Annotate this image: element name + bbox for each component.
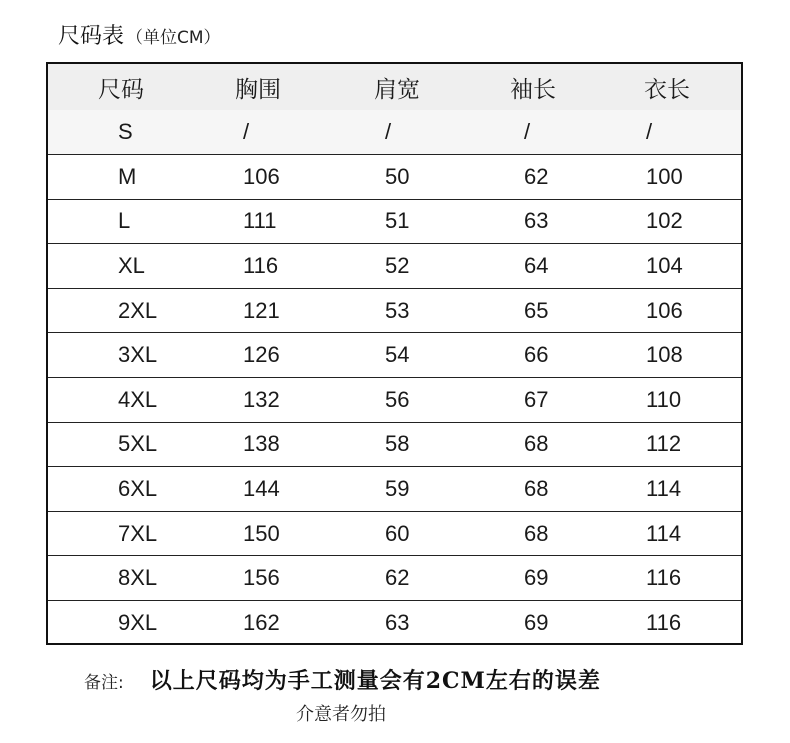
title-main: 尺码表 xyxy=(58,24,125,49)
cell-shoulder: 54 xyxy=(354,333,492,378)
table-row xyxy=(48,601,741,646)
table-row xyxy=(48,422,741,467)
note-label: 备注: xyxy=(84,673,124,693)
size-chart-table xyxy=(46,62,743,645)
title-unit: （单位CM） xyxy=(126,28,221,48)
cell-size: 5XL xyxy=(48,422,215,467)
header-sleeve: 袖长 xyxy=(510,76,556,103)
cell-length: 102 xyxy=(614,199,741,244)
header-chest: 胸围 xyxy=(235,76,281,103)
cell-size: 8XL xyxy=(48,556,215,601)
cell-chest: 156 xyxy=(215,556,354,601)
note xyxy=(84,666,601,696)
cell-chest: 162 xyxy=(215,601,354,646)
cell-sleeve: 62 xyxy=(492,155,614,200)
header-size: 尺码 xyxy=(98,76,144,103)
table-row xyxy=(48,155,741,200)
cell-length: 114 xyxy=(614,467,741,512)
cell-size: L xyxy=(48,199,215,244)
cell-sleeve: / xyxy=(492,110,614,155)
cell-length: / xyxy=(614,110,741,155)
cell-size: 9XL xyxy=(48,601,215,646)
note-sub: 介意者勿拍 xyxy=(296,704,386,725)
page-title xyxy=(58,20,221,54)
header-shoulder: 肩宽 xyxy=(374,76,420,103)
cell-length: 116 xyxy=(614,601,741,646)
header-length: 衣长 xyxy=(644,76,690,103)
cell-length: 108 xyxy=(614,333,741,378)
cell-size: M xyxy=(48,155,215,200)
table-row xyxy=(48,511,741,556)
cell-length: 112 xyxy=(614,422,741,467)
cell-chest: 132 xyxy=(215,378,354,423)
cell-size: XL xyxy=(48,244,215,289)
cell-shoulder: 62 xyxy=(354,556,492,601)
cell-chest: 144 xyxy=(215,467,354,512)
note-text: 以上尺码均为手工测量会有2CM左右的误差 xyxy=(149,668,601,694)
cell-sleeve: 63 xyxy=(492,199,614,244)
cell-length: 116 xyxy=(614,556,741,601)
cell-chest: 116 xyxy=(215,244,354,289)
cell-shoulder: 58 xyxy=(354,422,492,467)
cell-sleeve: 66 xyxy=(492,333,614,378)
cell-size: 2XL xyxy=(48,288,215,333)
cell-shoulder: 63 xyxy=(354,601,492,646)
cell-sleeve: 65 xyxy=(492,288,614,333)
cell-sleeve: 68 xyxy=(492,467,614,512)
cell-sleeve: 64 xyxy=(492,244,614,289)
cell-shoulder: 60 xyxy=(354,511,492,556)
cell-length: 110 xyxy=(614,378,741,423)
cell-sleeve: 69 xyxy=(492,556,614,601)
table-row xyxy=(48,556,741,601)
cell-size: 7XL xyxy=(48,511,215,556)
cell-length: 104 xyxy=(614,244,741,289)
table-row xyxy=(48,467,741,512)
cell-size: 6XL xyxy=(48,467,215,512)
table-row xyxy=(48,244,741,289)
cell-chest: / xyxy=(215,110,354,155)
cell-size: S xyxy=(48,110,215,155)
cell-sleeve: 68 xyxy=(492,511,614,556)
cell-shoulder: 56 xyxy=(354,378,492,423)
cell-shoulder: 51 xyxy=(354,199,492,244)
cell-shoulder: 52 xyxy=(354,244,492,289)
cell-length: 114 xyxy=(614,511,741,556)
table-row xyxy=(48,288,741,333)
cell-sleeve: 67 xyxy=(492,378,614,423)
cell-chest: 121 xyxy=(215,288,354,333)
cell-sleeve: 68 xyxy=(492,422,614,467)
cell-size: 3XL xyxy=(48,333,215,378)
cell-chest: 138 xyxy=(215,422,354,467)
cell-shoulder: 53 xyxy=(354,288,492,333)
table-row xyxy=(48,333,741,378)
cell-chest: 150 xyxy=(215,511,354,556)
table-header-row xyxy=(48,64,741,110)
table-row xyxy=(48,199,741,244)
cell-sleeve: 69 xyxy=(492,601,614,646)
cell-length: 106 xyxy=(614,288,741,333)
cell-chest: 126 xyxy=(215,333,354,378)
size-table xyxy=(48,64,741,645)
cell-length: 100 xyxy=(614,155,741,200)
table-row xyxy=(48,378,741,423)
cell-shoulder: 50 xyxy=(354,155,492,200)
cell-shoulder: 59 xyxy=(354,467,492,512)
cell-chest: 106 xyxy=(215,155,354,200)
cell-chest: 111 xyxy=(215,199,354,244)
table-row xyxy=(48,110,741,155)
cell-shoulder: / xyxy=(354,110,492,155)
cell-size: 4XL xyxy=(48,378,215,423)
